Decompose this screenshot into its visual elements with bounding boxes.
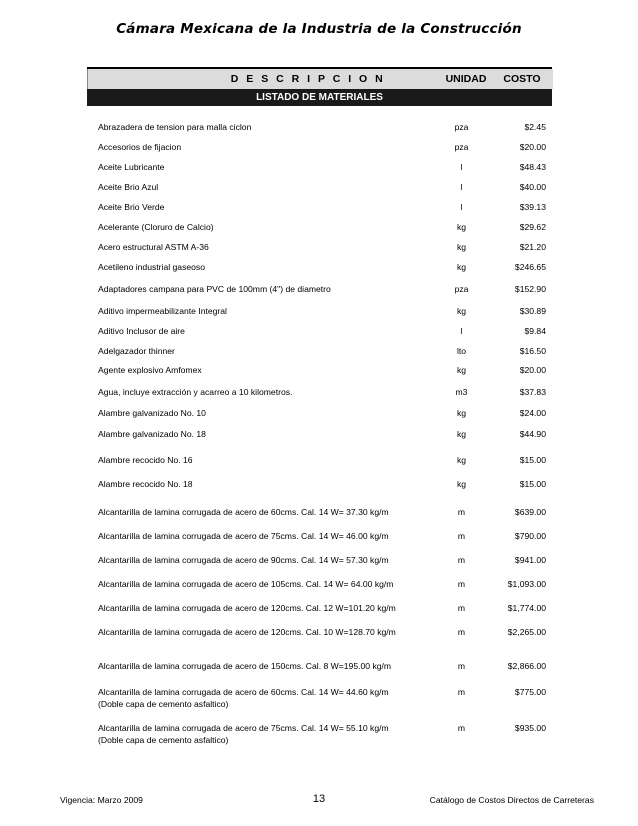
item-description: Adaptadores campana para PVC de 100mm (4") de diametro bbox=[98, 284, 331, 294]
item-description bbox=[98, 722, 428, 746]
item-description: Agente explosivo Amfomex bbox=[98, 365, 202, 375]
item-unit: m bbox=[457, 507, 466, 517]
item-unit: kg bbox=[456, 455, 467, 465]
item-description: Adelgazador thinner bbox=[98, 346, 175, 356]
item-cost: $246.65 bbox=[514, 262, 546, 272]
header-descripcion: D E S C R I P C I O N bbox=[230, 73, 386, 85]
item-unit: kg bbox=[456, 306, 467, 316]
page-number: 13 bbox=[312, 793, 326, 805]
footer-validity: Vigencia: Marzo 2009 bbox=[60, 795, 143, 805]
table-header bbox=[87, 69, 553, 89]
item-unit: kg bbox=[456, 262, 467, 272]
item-description: Alcantarilla de lamina corrugada de acero de 90cms. Cal. 14 W= 57.30 kg/m bbox=[98, 555, 389, 565]
item-description: Alcantarilla de lamina corrugada de acero de 150cms. Cal. 8 W=195.00 kg/m bbox=[98, 661, 392, 671]
item-unit: m bbox=[457, 555, 466, 565]
item-cost: $20.00 bbox=[519, 142, 546, 152]
item-cost: $2.45 bbox=[524, 122, 546, 132]
item-cost: $30.89 bbox=[519, 306, 546, 316]
item-cost: $152.90 bbox=[514, 284, 546, 294]
item-unit: pza bbox=[454, 142, 469, 152]
item-description-note: (Doble capa de cemento asfaltico) bbox=[98, 735, 229, 745]
item-unit: l bbox=[460, 202, 463, 212]
item-unit: kg bbox=[456, 429, 467, 439]
item-description: Agua, incluye extracción y acarreo a 10 kilometros. bbox=[98, 387, 293, 397]
item-unit: m bbox=[457, 603, 466, 613]
item-cost: $941.00 bbox=[514, 555, 546, 565]
header-costo: COSTO bbox=[503, 73, 541, 85]
item-cost: $1,774.00 bbox=[507, 603, 546, 613]
item-description-line: Alcantarilla de lamina corrugada de acero de 75cms. Cal. 14 W= 55.10 kg/m bbox=[98, 723, 389, 733]
item-unit: m3 bbox=[455, 387, 468, 397]
item-unit: l bbox=[460, 162, 463, 172]
footer-catalog-title: Catálogo de Costos Directos de Carreteras bbox=[429, 795, 594, 805]
item-cost: $24.00 bbox=[519, 408, 546, 418]
item-cost: $9.84 bbox=[524, 326, 546, 336]
item-unit: l bbox=[460, 182, 463, 192]
item-description-line: Alcantarilla de lamina corrugada de acero de 60cms. Cal. 14 W= 44.60 kg/m bbox=[98, 687, 389, 697]
item-unit: m bbox=[457, 661, 466, 671]
item-cost: $39.13 bbox=[519, 202, 546, 212]
item-description: Alambre galvanizado No. 18 bbox=[98, 429, 206, 439]
item-unit: l bbox=[460, 326, 463, 336]
item-description: Alcantarilla de lamina corrugada de acero de 105cms. Cal. 14 W= 64.00 kg/m bbox=[98, 579, 394, 589]
item-unit: pza bbox=[454, 122, 469, 132]
item-cost: $15.00 bbox=[519, 455, 546, 465]
item-description: Accesorios de fijacion bbox=[98, 142, 182, 152]
item-cost: $16.50 bbox=[519, 346, 546, 356]
item-description: Alcantarilla de lamina corrugada de acero de 120cms. Cal. 12 W=101.20 kg/m bbox=[98, 603, 396, 613]
item-cost: $15.00 bbox=[519, 479, 546, 489]
page-title: Cámara Mexicana de la Industria de la Construcción bbox=[116, 21, 522, 37]
item-cost: $935.00 bbox=[514, 723, 546, 733]
item-cost: $40.00 bbox=[519, 182, 546, 192]
item-unit: m bbox=[457, 687, 466, 697]
item-cost: $639.00 bbox=[514, 507, 546, 517]
item-cost: $790.00 bbox=[514, 531, 546, 541]
item-unit: pza bbox=[454, 284, 469, 294]
item-unit: m bbox=[457, 531, 466, 541]
item-unit: m bbox=[457, 723, 466, 733]
item-description: Aceite Brio Verde bbox=[98, 202, 165, 212]
item-cost: $20.00 bbox=[519, 365, 546, 375]
item-description: Aceite Lubricante bbox=[98, 162, 165, 172]
item-description: Alambre galvanizado No. 10 bbox=[98, 408, 206, 418]
item-cost: $48.43 bbox=[519, 162, 546, 172]
item-description: Aceite Brio Azul bbox=[98, 182, 159, 192]
item-description-note: (Doble capa de cemento asfaltico) bbox=[98, 699, 229, 709]
item-description: Alambre recocido No. 18 bbox=[98, 479, 193, 489]
item-unit: kg bbox=[456, 365, 467, 375]
item-cost: $29.62 bbox=[519, 222, 546, 232]
item-description: Aditivo impermeabilizante Integral bbox=[98, 306, 227, 316]
header-unidad: UNIDAD bbox=[445, 73, 487, 85]
item-description: Alambre recocido No. 16 bbox=[98, 455, 193, 465]
section-heading: LISTADO DE MATERIALES bbox=[87, 89, 552, 106]
item-description: Acelerante (Cloruro de Calcio) bbox=[98, 222, 214, 232]
item-unit: lto bbox=[456, 346, 467, 356]
item-unit: kg bbox=[456, 408, 467, 418]
item-description: Acetileno industrial gaseoso bbox=[98, 262, 206, 272]
item-cost: $37.83 bbox=[519, 387, 546, 397]
item-description: Aditivo Inclusor de aire bbox=[98, 326, 185, 336]
item-unit: m bbox=[457, 627, 466, 637]
item-cost: $1,093.00 bbox=[507, 579, 546, 589]
item-cost: $44.90 bbox=[519, 429, 546, 439]
item-unit: kg bbox=[456, 242, 467, 252]
item-description bbox=[98, 686, 428, 710]
item-cost: $21.20 bbox=[519, 242, 546, 252]
item-description: Alcantarilla de lamina corrugada de acero de 75cms. Cal. 14 W= 46.00 kg/m bbox=[98, 531, 389, 541]
item-unit: kg bbox=[456, 479, 467, 489]
item-description: Alcantarilla de lamina corrugada de acero de 120cms. Cal. 10 W=128.70 kg/m bbox=[98, 627, 396, 637]
item-description: Alcantarilla de lamina corrugada de acero de 60cms. Cal. 14 W= 37.30 kg/m bbox=[98, 507, 389, 517]
item-cost: $2,265.00 bbox=[507, 627, 546, 637]
item-cost: $775.00 bbox=[514, 687, 546, 697]
item-description: Abrazadera de tension para malla ciclon bbox=[98, 122, 252, 132]
item-unit: kg bbox=[456, 222, 467, 232]
item-cost: $2,866.00 bbox=[507, 661, 546, 671]
item-description: Acero estructural ASTM A-36 bbox=[98, 242, 209, 252]
item-unit: m bbox=[457, 579, 466, 589]
